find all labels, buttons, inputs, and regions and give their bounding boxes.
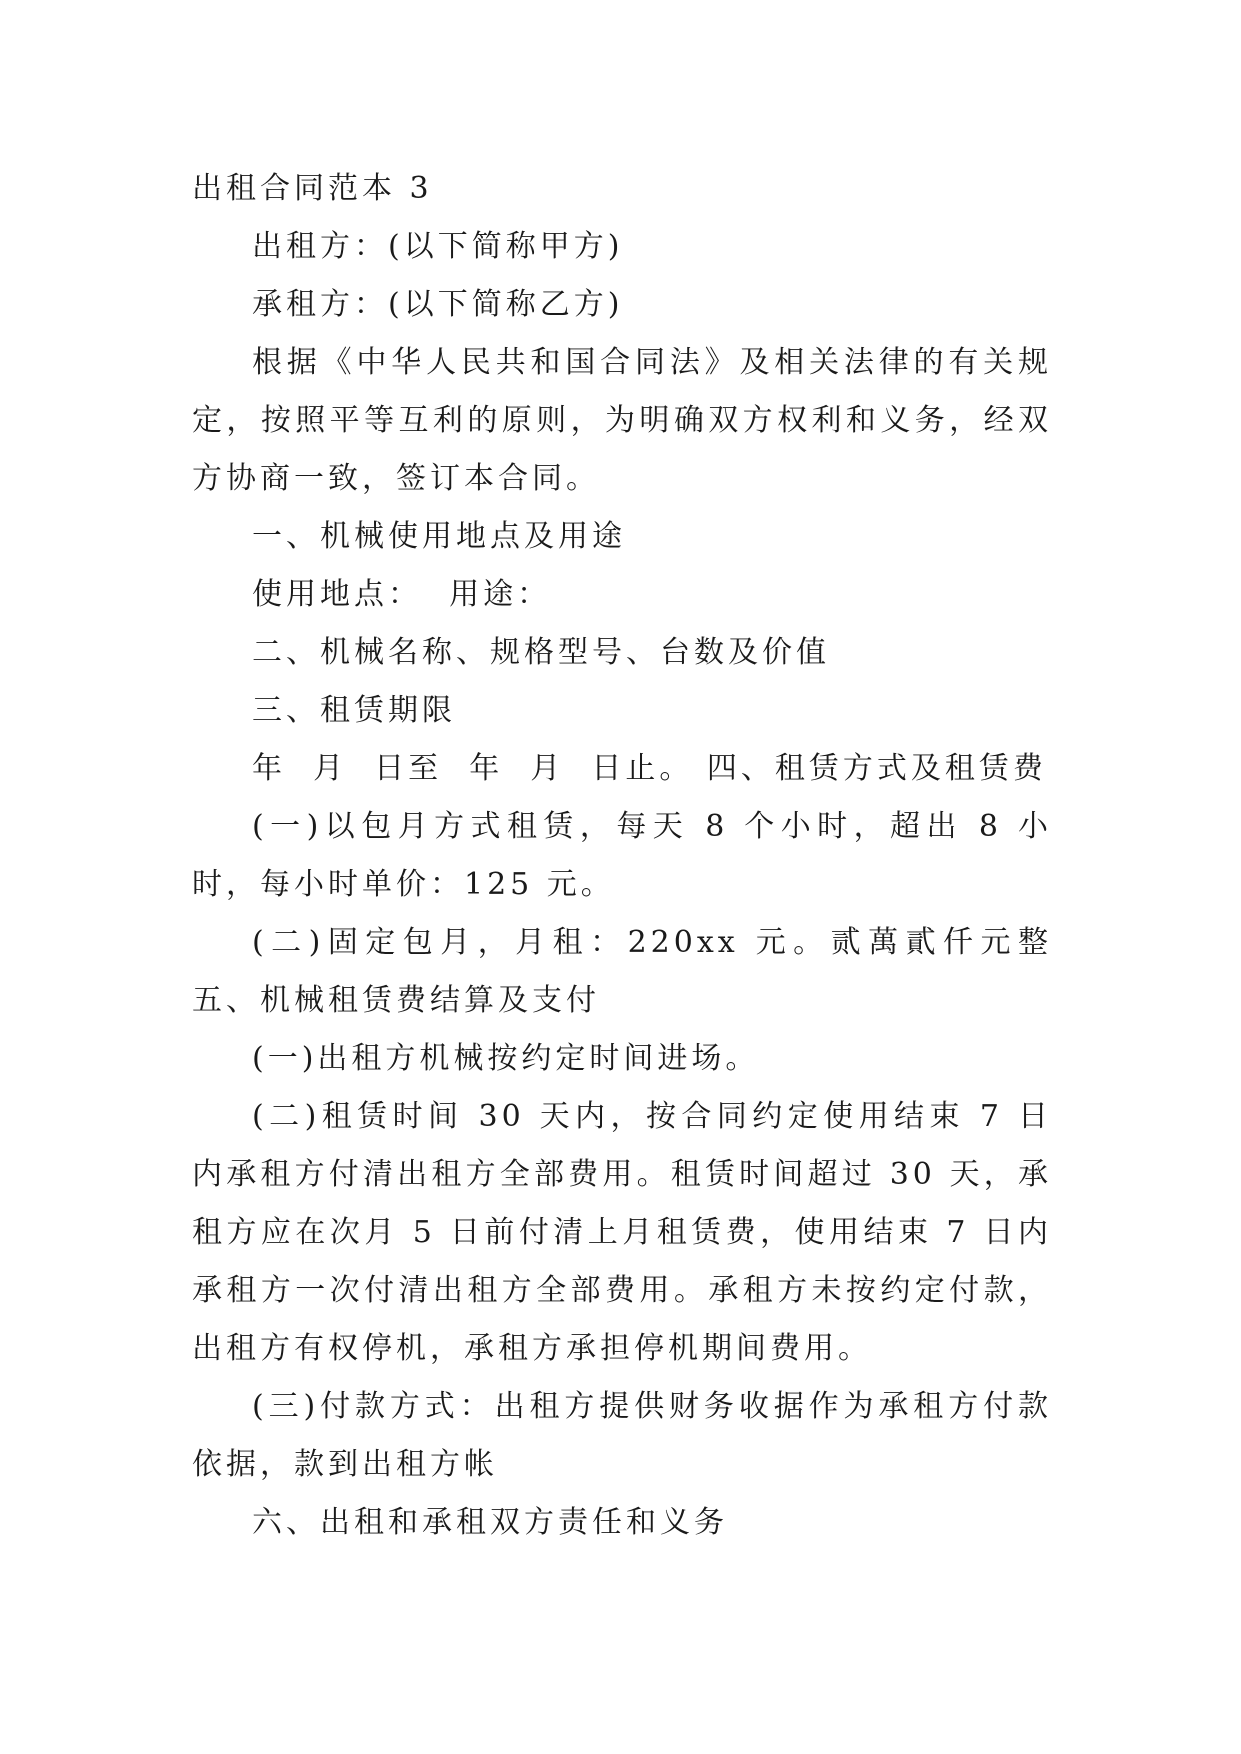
document-title: 出租合同范本 3 <box>192 171 433 206</box>
entry-clause: (一)出租方机械按约定时间进场。 <box>252 1041 760 1076</box>
section-1-heading: 一、机械使用地点及用途 <box>252 519 626 554</box>
document-body <box>192 160 1080 1552</box>
payment-method-clause: (三)付款方式：出租方提供财务收据作为承租方付款依据，款到出租方帐 <box>192 1389 1052 1482</box>
lease-period-line: 年 月 日至 年 月 日止。 四、租赁方式及租赁费 <box>252 751 1047 786</box>
preamble-paragraph: 根据《中华人民共和国合同法》及相关法律的有关规定，按照平等互利的原则，为明确双方权利和义务，经双方协商一致，签订本合同。 <box>192 345 1052 496</box>
section-6-heading: 六、出租和承租双方责任和义务 <box>252 1505 728 1540</box>
monthly-lease-clause: (一)以包月方式租赁，每天 8 个小时，超出 8 小时，每小时单价：125 元。 <box>192 809 1052 902</box>
section-3-heading: 三、租赁期限 <box>252 693 456 728</box>
section-2-heading: 二、机械名称、规格型号、台数及价值 <box>252 635 830 670</box>
fixed-monthly-clause: (二)固定包月，月租：220xx 元。贰萬貳仟元整 五、机械租赁费结算及支付 <box>192 925 1080 1018</box>
lessor-line: 出租方：(以下简称甲方) <box>252 229 624 264</box>
usage-location-line: 使用地点： 用途： <box>252 577 552 612</box>
payment-terms-clause: (二)租赁时间 30 天内，按合同约定使用结束 7 日内承租方付清出租方全部费用。租赁时间超过 30 天，承租方应在次月 5 日前付清上月租赁费，使用结束 7 日内承租方一次付清出租方全部费用。承租方未按约定付款，出租方有权停机，承租方承担停机期间费用。 <box>192 1099 1052 1366</box>
lessee-line: 承租方：(以下简称乙方) <box>252 287 624 322</box>
